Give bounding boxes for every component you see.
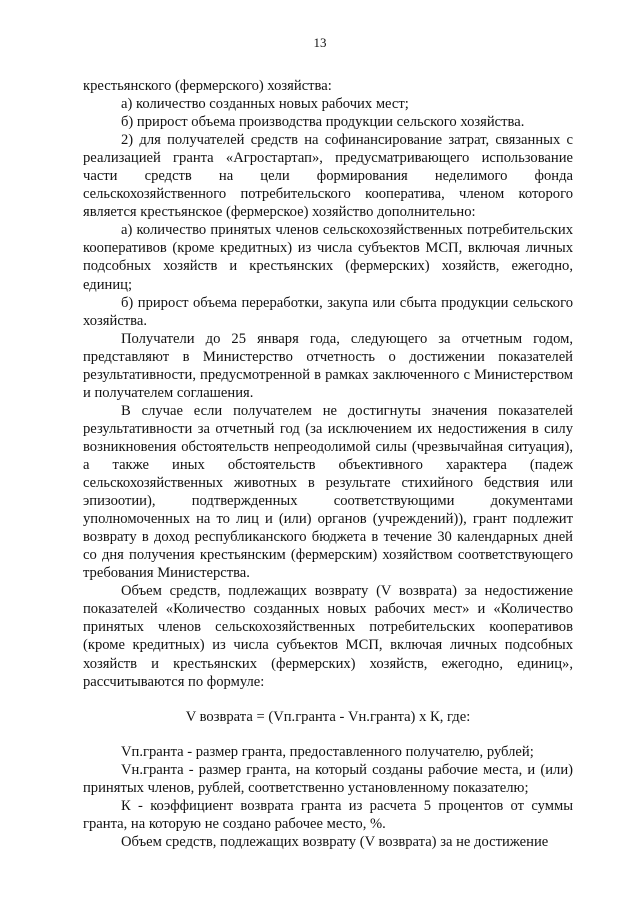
paragraph: 2) для получателей средств на софинансирование затрат, связанных с реализацией гранта «Агростартап», предусматривающего использование части средств на цели формирования неделимого фонда сельскохозяйственного потребительского кооператива, членом которого является крестьянское (фермерское) хозяйство дополнительно:: [83, 132, 573, 221]
paragraph: Объем средств, подлежащих возврату (V возврата) за недостижение показателей «Количество созданных новых рабочих мест» и «Количество принятых членов сельскохозяйственных потребительских кооперативов (кроме кредитных) из числа субъектов МСП, включая личных подсобных хозяйств и крестьянских (фермерских) хозяйств, ежегодно, единиц», рассчитываются по формуле:: [83, 583, 573, 690]
formula: V возврата = (Vп.гранта - Vн.гранта) х К, где:: [185, 708, 471, 725]
paragraph: б) прирост объема производства продукции сельского хозяйства.: [121, 114, 525, 131]
paragraph: Получатели до 25 января года, следующего за отчетным годом, представляют в Министерство отчетность о достижении показателей результативности, предусмотренной в рамках заключенного с Министерством и получателем соглашения.: [83, 330, 573, 401]
definition: Vп.гранта - размер гранта, предоставленного получателю, рублей;: [121, 743, 534, 760]
paragraph: а) количество созданных новых рабочих мест;: [121, 96, 409, 113]
paragraph: б) прирост объема переработки, закупа или сбыта продукции сельского хозяйства.: [83, 294, 573, 329]
paragraph: В случае если получателем не достигнуты значения показателей результативности за отчетный год (за исключением их недостижения в силу возникновения обстоятельств непреодолимой силы (чрезвычайная ситуация), а также иных обстоятельств объективного характера (падеж сельскохозяйственных животных в результате стихийного бедствия или эпизоотии), подтвержденных соответствующими документами уполномоченных на то лиц и (или) органов (учреждений)), грант подлежит возврату в доход республиканского бюджета в течение 30 календарных дней со дня получения крестьянским (фермерским) хозяйством соответствующего требования Министерства.: [83, 402, 573, 582]
paragraph: крестьянского (фермерского) хозяйства:: [83, 78, 332, 94]
paragraph: а) количество принятых членов сельскохозяйственных потребительских кооперативов (кроме кредитных) из числа субъектов МСП, включая личных подсобных хозяйств и крестьянских (фермерских) хозяйств, ежегодно, единиц;: [83, 222, 573, 293]
definition: Vн.гранта - размер гранта, на который созданы рабочие места, и (или) принятых членов, рублей, соответственно установленному показателю;: [83, 761, 573, 796]
paragraph: Объем средств, подлежащих возврату (V возврата) за не достижение: [121, 833, 549, 850]
definition: К - коэффициент возврата гранта из расчета 5 процентов от суммы гранта, на которую не создано рабочее место, %.: [83, 797, 573, 832]
page-number: 13: [313, 35, 327, 50]
document-body: [83, 77, 573, 851]
